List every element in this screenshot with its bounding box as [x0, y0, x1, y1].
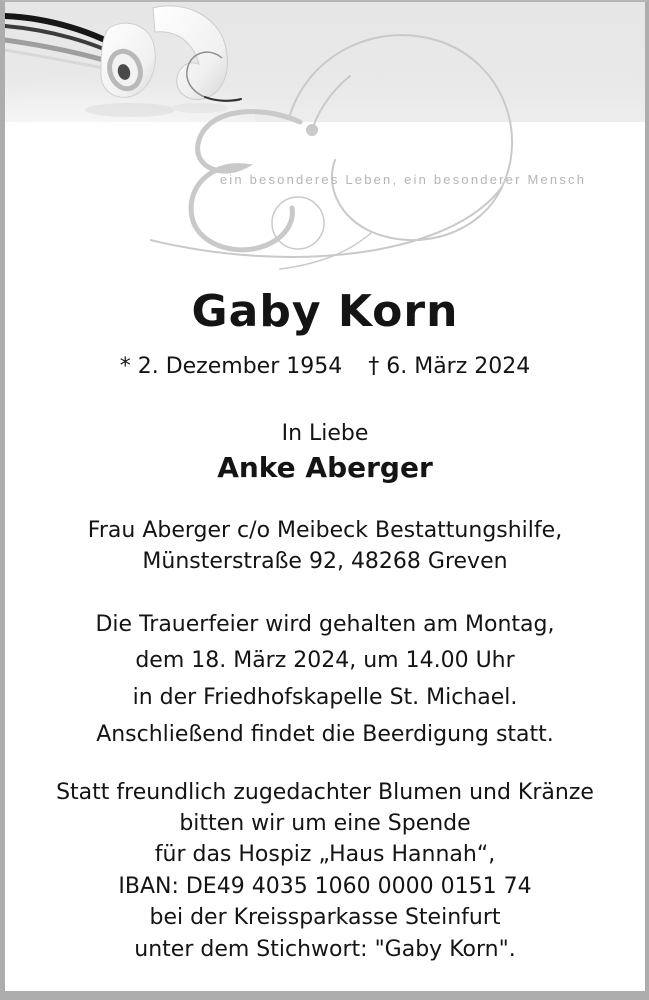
motto-text: ein besonderes Leben, ein besonderer Mensch — [219, 172, 587, 187]
deceased-name: Gaby Korn — [191, 286, 459, 337]
donation-line: für das Hospiz „Haus Hannah“, — [154, 842, 496, 867]
service-line: in der Friedhofskapelle St. Michael. — [132, 685, 518, 710]
donation-line: Statt freundlich zugedachter Blumen und Kränze — [56, 780, 594, 805]
birth-date: * 2. Dezember 1954 — [119, 354, 343, 379]
mourner-name: Anke Aberger — [217, 451, 433, 484]
donation-line: unter dem Stichwort: "Gaby Korn". — [134, 937, 516, 962]
flourish-ornament — [150, 12, 580, 277]
donation-line: IBAN: DE49 4035 1060 0000 0151 74 — [118, 874, 532, 899]
page-inner — [5, 2, 645, 991]
service-line: Anschließend findet die Beerdigung statt. — [96, 722, 554, 747]
death-date: † 6. März 2024 — [368, 354, 531, 379]
donation-line: bitten wir um eine Spende — [179, 811, 471, 836]
donation-line: bei der Kreissparkasse Steinfurt — [149, 905, 501, 930]
contact-line: Münsterstraße 92, 48268 Greven — [142, 549, 508, 574]
dedication-text: In Liebe — [281, 421, 369, 446]
contact-line: Frau Aberger c/o Meibeck Bestattungshilfe, — [87, 518, 563, 543]
service-line: dem 18. März 2024, um 14.00 Uhr — [135, 648, 515, 673]
dates-row — [5, 354, 645, 379]
service-line: Die Trauerfeier wird gehalten am Montag, — [95, 612, 555, 637]
